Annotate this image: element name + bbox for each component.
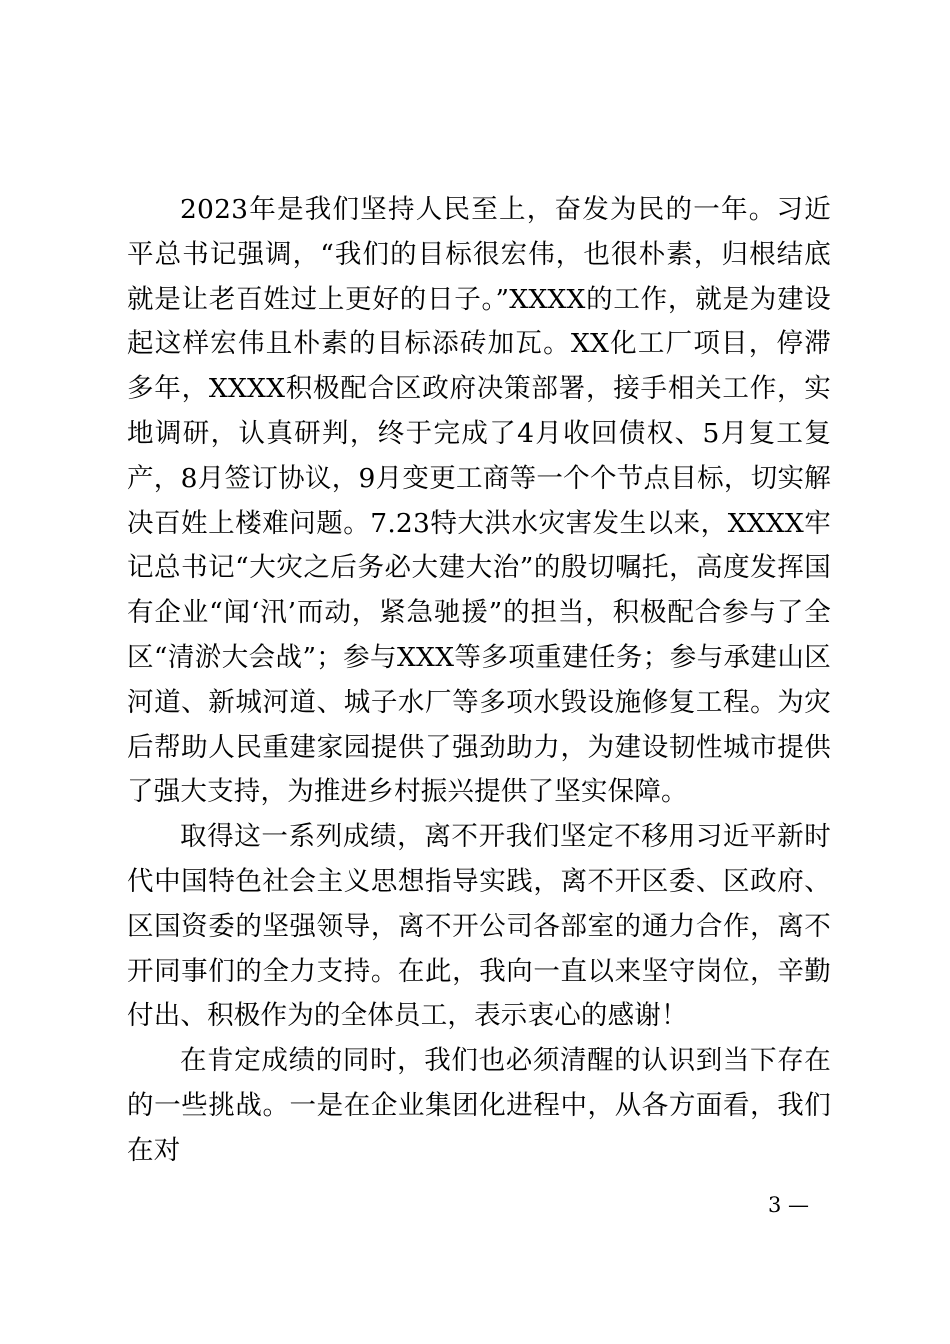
body-text bbox=[127, 188, 831, 1174]
paragraph-acknowledgements: 取得这一系列成绩，离不开我们坚定不移用习近平新时代中国特色社会主义思想指导实践，离不开区委、区政府、区国资委的坚强领导，离不开公司各部室的通力合作，离不开同事们的全力支持。在此，我向一直以来坚守岗位，辛勤付出、积极作为的全体员工，表示衷心的感谢！ bbox=[127, 821, 831, 1032]
page-number: 3 — bbox=[768, 1193, 810, 1217]
paragraph-achievements-2023: 2023年是我们坚持人民至上，奋发为民的一年。习近平总书记强调，“我们的目标很宏伟，也很朴素，归根结底就是让老百姓过上更好的日子。”XXXX的工作，就是为建设起这样宏伟且朴素的目标添砖加瓦。XX化工厂项目，停滞多年，XXXX积极配合区政府决策部署，接手相关工作，实地调研，认真研判，终于完成了4月收回债权、5月复工复产，8月签订协议，9月变更工商等一个个节点目标，切实解决百姓上楼难问题。7.23特大洪水灾害发生以来，XXXX牢记总书记“大灾之后务必大建大治”的殷切嘱托，高度发挥国有企业“闻‘汛’而动，紧急驰援”的担当，积极配合参与了全区“清淤大会战”；参与XXX等多项重建任务；参与承建山区河道、新城河道、城子水厂等多项水毁设施修复工程。为灾后帮助人民重建家园提供了强劲助力，为建设韧性城市提供了强大支持，为推进乡村振兴提供了坚实保障。 bbox=[127, 194, 831, 808]
paragraph-challenges: 在肯定成绩的同时，我们也必须清醒的认识到当下存在的一些挑战。一是在企业集团化进程中，从各方面看，我们在对 bbox=[127, 1045, 831, 1166]
